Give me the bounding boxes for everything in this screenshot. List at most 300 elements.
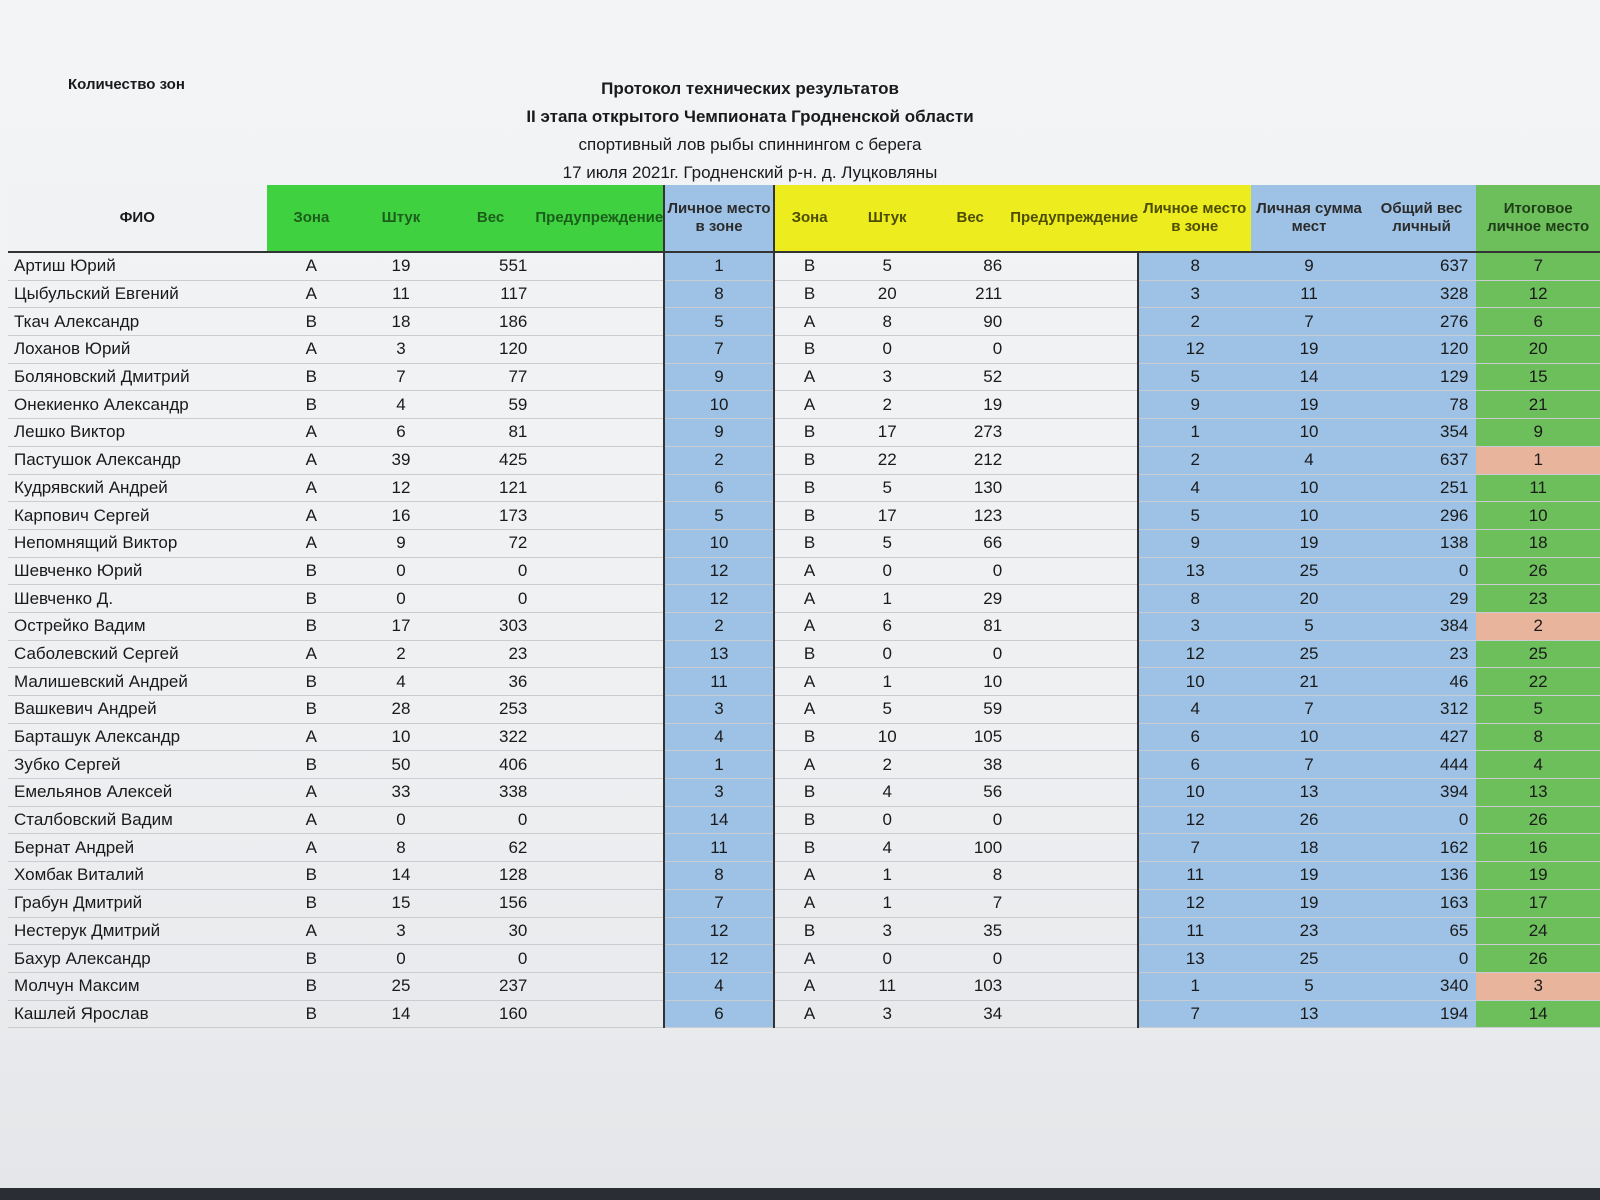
- cell-warning-2[interactable]: [1010, 862, 1138, 890]
- cell-place-1[interactable]: 12: [664, 945, 774, 973]
- cell-count-2[interactable]: 5: [844, 474, 930, 502]
- cell-weight-2[interactable]: 105: [930, 723, 1010, 751]
- cell-total-weight[interactable]: 138: [1367, 529, 1477, 557]
- cell-count-2[interactable]: 6: [844, 612, 930, 640]
- cell-warning-1[interactable]: [535, 529, 664, 557]
- cell-zone-2[interactable]: А: [774, 363, 844, 391]
- cell-zone-2[interactable]: А: [774, 308, 844, 336]
- cell-final[interactable]: 14: [1476, 1000, 1600, 1028]
- cell-warning-2[interactable]: [1010, 529, 1138, 557]
- cell-sum[interactable]: 5: [1251, 972, 1366, 1000]
- cell-name[interactable]: Сталбовский Вадим: [8, 806, 267, 834]
- cell-count-1[interactable]: 25: [356, 972, 446, 1000]
- cell-final[interactable]: 5: [1476, 696, 1600, 724]
- cell-weight-1[interactable]: 425: [446, 446, 536, 474]
- cell-place-1[interactable]: 7: [664, 889, 774, 917]
- cell-total-weight[interactable]: 162: [1367, 834, 1477, 862]
- cell-place-2[interactable]: 6: [1138, 751, 1251, 779]
- cell-zone-1[interactable]: А: [267, 640, 357, 668]
- cell-sum[interactable]: 9: [1251, 252, 1366, 280]
- cell-warning-2[interactable]: [1010, 917, 1138, 945]
- cell-place-1[interactable]: 13: [664, 640, 774, 668]
- cell-warning-1[interactable]: [535, 834, 664, 862]
- cell-final[interactable]: 7: [1476, 252, 1600, 280]
- cell-weight-1[interactable]: 173: [446, 502, 536, 530]
- cell-zone-1[interactable]: В: [267, 889, 357, 917]
- cell-weight-2[interactable]: 10: [930, 668, 1010, 696]
- cell-place-2[interactable]: 12: [1138, 806, 1251, 834]
- cell-zone-2[interactable]: В: [774, 529, 844, 557]
- cell-final[interactable]: 19: [1476, 862, 1600, 890]
- col-header-total-weight[interactable]: Общий вес личный: [1367, 185, 1477, 252]
- cell-final[interactable]: 20: [1476, 336, 1600, 364]
- cell-warning-1[interactable]: [535, 751, 664, 779]
- cell-weight-2[interactable]: 100: [930, 834, 1010, 862]
- cell-zone-1[interactable]: В: [267, 1000, 357, 1028]
- cell-total-weight[interactable]: 46: [1367, 668, 1477, 696]
- cell-sum[interactable]: 25: [1251, 557, 1366, 585]
- cell-final[interactable]: 1: [1476, 446, 1600, 474]
- cell-weight-2[interactable]: 103: [930, 972, 1010, 1000]
- cell-place-2[interactable]: 2: [1138, 446, 1251, 474]
- cell-weight-1[interactable]: 237: [446, 972, 536, 1000]
- cell-weight-2[interactable]: 7: [930, 889, 1010, 917]
- cell-weight-2[interactable]: 211: [930, 280, 1010, 308]
- cell-place-2[interactable]: 2: [1138, 308, 1251, 336]
- cell-warning-2[interactable]: [1010, 834, 1138, 862]
- cell-count-2[interactable]: 10: [844, 723, 930, 751]
- cell-zone-1[interactable]: А: [267, 502, 357, 530]
- cell-weight-2[interactable]: 59: [930, 696, 1010, 724]
- cell-zone-2[interactable]: В: [774, 280, 844, 308]
- cell-count-2[interactable]: 3: [844, 363, 930, 391]
- cell-warning-1[interactable]: [535, 502, 664, 530]
- cell-name[interactable]: Нестерук Дмитрий: [8, 917, 267, 945]
- cell-count-1[interactable]: 7: [356, 363, 446, 391]
- col-header-name[interactable]: ФИО: [8, 185, 267, 252]
- col-header-zone-1[interactable]: Зона: [267, 185, 357, 252]
- cell-final[interactable]: 24: [1476, 917, 1600, 945]
- cell-place-1[interactable]: 11: [664, 834, 774, 862]
- cell-count-2[interactable]: 0: [844, 945, 930, 973]
- cell-sum[interactable]: 10: [1251, 419, 1366, 447]
- cell-zone-1[interactable]: В: [267, 612, 357, 640]
- cell-name[interactable]: Цыбульский Евгений: [8, 280, 267, 308]
- cell-place-1[interactable]: 10: [664, 529, 774, 557]
- cell-count-2[interactable]: 1: [844, 862, 930, 890]
- cell-count-2[interactable]: 4: [844, 779, 930, 807]
- cell-zone-1[interactable]: А: [267, 474, 357, 502]
- cell-warning-1[interactable]: [535, 889, 664, 917]
- cell-name[interactable]: Шевченко Д.: [8, 585, 267, 613]
- cell-place-2[interactable]: 5: [1138, 502, 1251, 530]
- cell-place-1[interactable]: 1: [664, 252, 774, 280]
- cell-warning-1[interactable]: [535, 917, 664, 945]
- cell-sum[interactable]: 5: [1251, 612, 1366, 640]
- cell-final[interactable]: 21: [1476, 391, 1600, 419]
- cell-count-1[interactable]: 15: [356, 889, 446, 917]
- cell-place-2[interactable]: 11: [1138, 917, 1251, 945]
- cell-zone-2[interactable]: В: [774, 640, 844, 668]
- cell-sum[interactable]: 11: [1251, 280, 1366, 308]
- cell-zone-1[interactable]: А: [267, 779, 357, 807]
- cell-total-weight[interactable]: 163: [1367, 889, 1477, 917]
- cell-zone-2[interactable]: А: [774, 557, 844, 585]
- cell-warning-1[interactable]: [535, 806, 664, 834]
- cell-count-2[interactable]: 3: [844, 917, 930, 945]
- cell-sum[interactable]: 26: [1251, 806, 1366, 834]
- cell-place-1[interactable]: 6: [664, 474, 774, 502]
- cell-place-2[interactable]: 10: [1138, 668, 1251, 696]
- cell-place-1[interactable]: 3: [664, 779, 774, 807]
- cell-weight-2[interactable]: 0: [930, 557, 1010, 585]
- cell-count-1[interactable]: 14: [356, 1000, 446, 1028]
- cell-sum[interactable]: 23: [1251, 917, 1366, 945]
- cell-sum[interactable]: 13: [1251, 779, 1366, 807]
- cell-total-weight[interactable]: 136: [1367, 862, 1477, 890]
- cell-final[interactable]: 26: [1476, 557, 1600, 585]
- cell-total-weight[interactable]: 78: [1367, 391, 1477, 419]
- cell-total-weight[interactable]: 312: [1367, 696, 1477, 724]
- cell-final[interactable]: 26: [1476, 806, 1600, 834]
- cell-place-2[interactable]: 5: [1138, 363, 1251, 391]
- cell-warning-1[interactable]: [535, 723, 664, 751]
- cell-name[interactable]: Шевченко Юрий: [8, 557, 267, 585]
- cell-sum[interactable]: 21: [1251, 668, 1366, 696]
- cell-warning-1[interactable]: [535, 972, 664, 1000]
- cell-weight-2[interactable]: 273: [930, 419, 1010, 447]
- col-header-warning-1[interactable]: Предупреждение: [535, 185, 664, 252]
- cell-final[interactable]: 18: [1476, 529, 1600, 557]
- cell-warning-1[interactable]: [535, 612, 664, 640]
- cell-place-1[interactable]: 1: [664, 751, 774, 779]
- cell-sum[interactable]: 19: [1251, 889, 1366, 917]
- cell-weight-1[interactable]: 0: [446, 806, 536, 834]
- cell-place-1[interactable]: 4: [664, 972, 774, 1000]
- cell-weight-2[interactable]: 86: [930, 252, 1010, 280]
- cell-final[interactable]: 9: [1476, 419, 1600, 447]
- cell-zone-2[interactable]: А: [774, 612, 844, 640]
- cell-warning-1[interactable]: [535, 862, 664, 890]
- cell-final[interactable]: 6: [1476, 308, 1600, 336]
- cell-final[interactable]: 26: [1476, 945, 1600, 973]
- cell-sum[interactable]: 7: [1251, 308, 1366, 336]
- cell-warning-2[interactable]: [1010, 806, 1138, 834]
- cell-weight-1[interactable]: 156: [446, 889, 536, 917]
- cell-place-2[interactable]: 3: [1138, 280, 1251, 308]
- col-header-final[interactable]: Итоговое личное место: [1476, 185, 1600, 252]
- cell-final[interactable]: 12: [1476, 280, 1600, 308]
- cell-warning-1[interactable]: [535, 280, 664, 308]
- cell-sum[interactable]: 19: [1251, 529, 1366, 557]
- cell-place-1[interactable]: 8: [664, 280, 774, 308]
- cell-warning-2[interactable]: [1010, 280, 1138, 308]
- cell-weight-2[interactable]: 19: [930, 391, 1010, 419]
- cell-total-weight[interactable]: 394: [1367, 779, 1477, 807]
- cell-name[interactable]: Бернат Андрей: [8, 834, 267, 862]
- cell-count-1[interactable]: 17: [356, 612, 446, 640]
- cell-count-2[interactable]: 5: [844, 529, 930, 557]
- cell-name[interactable]: Кашлей Ярослав: [8, 1000, 267, 1028]
- cell-count-2[interactable]: 17: [844, 502, 930, 530]
- cell-sum[interactable]: 18: [1251, 834, 1366, 862]
- cell-place-2[interactable]: 13: [1138, 557, 1251, 585]
- cell-place-1[interactable]: 6: [664, 1000, 774, 1028]
- cell-warning-2[interactable]: [1010, 779, 1138, 807]
- cell-name[interactable]: Онекиенко Александр: [8, 391, 267, 419]
- cell-final[interactable]: 2: [1476, 612, 1600, 640]
- cell-total-weight[interactable]: 65: [1367, 917, 1477, 945]
- cell-place-1[interactable]: 7: [664, 336, 774, 364]
- cell-warning-1[interactable]: [535, 419, 664, 447]
- cell-warning-1[interactable]: [535, 779, 664, 807]
- cell-place-2[interactable]: 8: [1138, 252, 1251, 280]
- cell-count-2[interactable]: 11: [844, 972, 930, 1000]
- col-header-sum[interactable]: Личная сумма мест: [1251, 185, 1366, 252]
- cell-count-2[interactable]: 0: [844, 806, 930, 834]
- cell-count-1[interactable]: 18: [356, 308, 446, 336]
- cell-place-2[interactable]: 3: [1138, 612, 1251, 640]
- cell-zone-2[interactable]: А: [774, 696, 844, 724]
- cell-sum[interactable]: 25: [1251, 945, 1366, 973]
- cell-name[interactable]: Пастушок Александр: [8, 446, 267, 474]
- cell-weight-1[interactable]: 406: [446, 751, 536, 779]
- cell-zone-1[interactable]: А: [267, 280, 357, 308]
- cell-zone-1[interactable]: А: [267, 806, 357, 834]
- cell-weight-1[interactable]: 128: [446, 862, 536, 890]
- cell-warning-1[interactable]: [535, 668, 664, 696]
- cell-total-weight[interactable]: 427: [1367, 723, 1477, 751]
- cell-count-1[interactable]: 50: [356, 751, 446, 779]
- cell-weight-2[interactable]: 8: [930, 862, 1010, 890]
- cell-zone-2[interactable]: В: [774, 419, 844, 447]
- cell-name[interactable]: Саболевский Сергей: [8, 640, 267, 668]
- cell-count-1[interactable]: 16: [356, 502, 446, 530]
- cell-name[interactable]: Малишевский Андрей: [8, 668, 267, 696]
- cell-final[interactable]: 17: [1476, 889, 1600, 917]
- cell-zone-1[interactable]: А: [267, 446, 357, 474]
- cell-count-1[interactable]: 0: [356, 945, 446, 973]
- cell-weight-2[interactable]: 212: [930, 446, 1010, 474]
- cell-weight-2[interactable]: 90: [930, 308, 1010, 336]
- cell-place-2[interactable]: 10: [1138, 779, 1251, 807]
- cell-final[interactable]: 11: [1476, 474, 1600, 502]
- cell-name[interactable]: Бахур Александр: [8, 945, 267, 973]
- cell-sum[interactable]: 7: [1251, 696, 1366, 724]
- cell-count-1[interactable]: 4: [356, 391, 446, 419]
- cell-sum[interactable]: 13: [1251, 1000, 1366, 1028]
- cell-weight-1[interactable]: 160: [446, 1000, 536, 1028]
- cell-zone-2[interactable]: В: [774, 779, 844, 807]
- cell-weight-1[interactable]: 62: [446, 834, 536, 862]
- cell-zone-2[interactable]: В: [774, 502, 844, 530]
- cell-count-2[interactable]: 4: [844, 834, 930, 862]
- cell-warning-1[interactable]: [535, 1000, 664, 1028]
- cell-place-1[interactable]: 9: [664, 419, 774, 447]
- cell-name[interactable]: Боляновский Дмитрий: [8, 363, 267, 391]
- cell-warning-2[interactable]: [1010, 308, 1138, 336]
- cell-warning-2[interactable]: [1010, 668, 1138, 696]
- cell-count-1[interactable]: 28: [356, 696, 446, 724]
- cell-name[interactable]: Непомнящий Виктор: [8, 529, 267, 557]
- cell-weight-2[interactable]: 0: [930, 945, 1010, 973]
- cell-weight-1[interactable]: 81: [446, 419, 536, 447]
- cell-zone-2[interactable]: В: [774, 806, 844, 834]
- cell-total-weight[interactable]: 120: [1367, 336, 1477, 364]
- cell-count-2[interactable]: 3: [844, 1000, 930, 1028]
- cell-zone-1[interactable]: А: [267, 529, 357, 557]
- cell-count-1[interactable]: 0: [356, 585, 446, 613]
- cell-zone-2[interactable]: А: [774, 668, 844, 696]
- cell-zone-1[interactable]: В: [267, 862, 357, 890]
- cell-final[interactable]: 15: [1476, 363, 1600, 391]
- cell-zone-1[interactable]: В: [267, 391, 357, 419]
- cell-place-1[interactable]: 4: [664, 723, 774, 751]
- cell-count-1[interactable]: 4: [356, 668, 446, 696]
- cell-total-weight[interactable]: 328: [1367, 280, 1477, 308]
- cell-weight-1[interactable]: 59: [446, 391, 536, 419]
- cell-weight-1[interactable]: 117: [446, 280, 536, 308]
- cell-zone-2[interactable]: А: [774, 862, 844, 890]
- cell-count-2[interactable]: 0: [844, 557, 930, 585]
- cell-warning-1[interactable]: [535, 336, 664, 364]
- cell-name[interactable]: Зубко Сергей: [8, 751, 267, 779]
- cell-count-2[interactable]: 5: [844, 252, 930, 280]
- cell-count-1[interactable]: 0: [356, 806, 446, 834]
- cell-zone-2[interactable]: В: [774, 834, 844, 862]
- cell-sum[interactable]: 19: [1251, 862, 1366, 890]
- cell-place-1[interactable]: 5: [664, 502, 774, 530]
- cell-warning-2[interactable]: [1010, 419, 1138, 447]
- cell-weight-2[interactable]: 81: [930, 612, 1010, 640]
- cell-place-2[interactable]: 4: [1138, 696, 1251, 724]
- cell-warning-1[interactable]: [535, 474, 664, 502]
- col-header-warning-2[interactable]: Предупреждение: [1010, 185, 1138, 252]
- cell-count-1[interactable]: 19: [356, 252, 446, 280]
- cell-place-2[interactable]: 9: [1138, 529, 1251, 557]
- cell-final[interactable]: 10: [1476, 502, 1600, 530]
- cell-sum[interactable]: 10: [1251, 474, 1366, 502]
- cell-warning-2[interactable]: [1010, 945, 1138, 973]
- cell-warning-1[interactable]: [535, 557, 664, 585]
- cell-zone-2[interactable]: В: [774, 252, 844, 280]
- cell-zone-2[interactable]: В: [774, 336, 844, 364]
- cell-final[interactable]: 23: [1476, 585, 1600, 613]
- cell-place-1[interactable]: 8: [664, 862, 774, 890]
- cell-place-2[interactable]: 9: [1138, 391, 1251, 419]
- cell-weight-2[interactable]: 123: [930, 502, 1010, 530]
- cell-count-1[interactable]: 2: [356, 640, 446, 668]
- cell-final[interactable]: 25: [1476, 640, 1600, 668]
- cell-zone-1[interactable]: А: [267, 723, 357, 751]
- cell-zone-1[interactable]: В: [267, 972, 357, 1000]
- cell-warning-2[interactable]: [1010, 889, 1138, 917]
- cell-final[interactable]: 3: [1476, 972, 1600, 1000]
- cell-zone-1[interactable]: А: [267, 336, 357, 364]
- cell-total-weight[interactable]: 444: [1367, 751, 1477, 779]
- cell-total-weight[interactable]: 637: [1367, 446, 1477, 474]
- cell-name[interactable]: Молчун Максим: [8, 972, 267, 1000]
- cell-weight-1[interactable]: 303: [446, 612, 536, 640]
- cell-total-weight[interactable]: 0: [1367, 945, 1477, 973]
- cell-total-weight[interactable]: 194: [1367, 1000, 1477, 1028]
- cell-sum[interactable]: 10: [1251, 723, 1366, 751]
- cell-weight-1[interactable]: 338: [446, 779, 536, 807]
- cell-weight-1[interactable]: 36: [446, 668, 536, 696]
- cell-weight-2[interactable]: 52: [930, 363, 1010, 391]
- cell-weight-1[interactable]: 77: [446, 363, 536, 391]
- cell-warning-2[interactable]: [1010, 391, 1138, 419]
- cell-warning-1[interactable]: [535, 308, 664, 336]
- cell-place-1[interactable]: 9: [664, 363, 774, 391]
- cell-place-2[interactable]: 11: [1138, 862, 1251, 890]
- cell-place-2[interactable]: 12: [1138, 640, 1251, 668]
- cell-total-weight[interactable]: 23: [1367, 640, 1477, 668]
- cell-warning-1[interactable]: [535, 446, 664, 474]
- cell-zone-1[interactable]: А: [267, 419, 357, 447]
- cell-count-1[interactable]: 12: [356, 474, 446, 502]
- cell-place-1[interactable]: 12: [664, 557, 774, 585]
- cell-place-1[interactable]: 11: [664, 668, 774, 696]
- cell-zone-1[interactable]: В: [267, 668, 357, 696]
- cell-zone-2[interactable]: В: [774, 446, 844, 474]
- cell-place-1[interactable]: 2: [664, 446, 774, 474]
- cell-weight-1[interactable]: 72: [446, 529, 536, 557]
- cell-count-1[interactable]: 39: [356, 446, 446, 474]
- cell-count-1[interactable]: 3: [356, 336, 446, 364]
- cell-sum[interactable]: 4: [1251, 446, 1366, 474]
- cell-weight-1[interactable]: 0: [446, 585, 536, 613]
- cell-place-1[interactable]: 12: [664, 585, 774, 613]
- cell-zone-1[interactable]: В: [267, 308, 357, 336]
- cell-warning-2[interactable]: [1010, 696, 1138, 724]
- cell-warning-2[interactable]: [1010, 612, 1138, 640]
- cell-sum[interactable]: 19: [1251, 391, 1366, 419]
- cell-warning-2[interactable]: [1010, 585, 1138, 613]
- cell-weight-1[interactable]: 322: [446, 723, 536, 751]
- cell-weight-1[interactable]: 23: [446, 640, 536, 668]
- cell-weight-1[interactable]: 253: [446, 696, 536, 724]
- cell-count-2[interactable]: 0: [844, 640, 930, 668]
- cell-count-2[interactable]: 1: [844, 585, 930, 613]
- cell-zone-2[interactable]: В: [774, 723, 844, 751]
- cell-place-2[interactable]: 7: [1138, 834, 1251, 862]
- cell-place-2[interactable]: 13: [1138, 945, 1251, 973]
- cell-weight-2[interactable]: 130: [930, 474, 1010, 502]
- cell-count-1[interactable]: 6: [356, 419, 446, 447]
- cell-zone-1[interactable]: А: [267, 834, 357, 862]
- cell-name[interactable]: Карпович Сергей: [8, 502, 267, 530]
- cell-total-weight[interactable]: 0: [1367, 557, 1477, 585]
- cell-weight-2[interactable]: 56: [930, 779, 1010, 807]
- cell-zone-1[interactable]: В: [267, 363, 357, 391]
- cell-zone-1[interactable]: В: [267, 751, 357, 779]
- cell-warning-1[interactable]: [535, 391, 664, 419]
- cell-total-weight[interactable]: 384: [1367, 612, 1477, 640]
- cell-warning-2[interactable]: [1010, 640, 1138, 668]
- cell-count-1[interactable]: 33: [356, 779, 446, 807]
- cell-place-1[interactable]: 3: [664, 696, 774, 724]
- cell-zone-1[interactable]: А: [267, 252, 357, 280]
- cell-weight-2[interactable]: 34: [930, 1000, 1010, 1028]
- cell-total-weight[interactable]: 276: [1367, 308, 1477, 336]
- cell-warning-1[interactable]: [535, 585, 664, 613]
- cell-weight-2[interactable]: 0: [930, 806, 1010, 834]
- cell-warning-2[interactable]: [1010, 1000, 1138, 1028]
- cell-count-2[interactable]: 17: [844, 419, 930, 447]
- cell-warning-2[interactable]: [1010, 446, 1138, 474]
- cell-weight-2[interactable]: 38: [930, 751, 1010, 779]
